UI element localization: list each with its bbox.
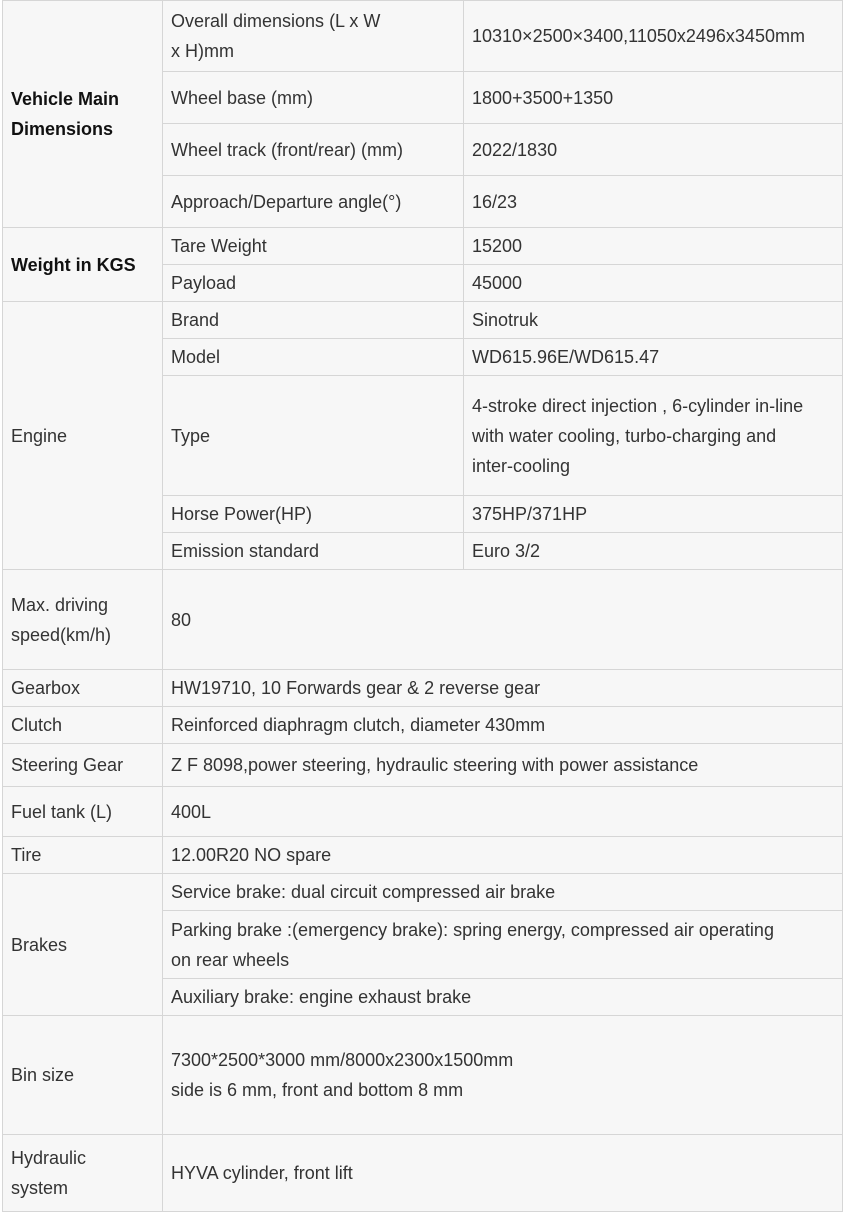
engine-model-label: Model xyxy=(163,339,464,376)
auxiliary-brake-value: Auxiliary brake: engine exhaust brake xyxy=(163,979,843,1016)
section-max-speed: Max. driving speed(km/h) xyxy=(3,570,163,670)
spec-table xyxy=(2,0,843,1212)
section-clutch: Clutch xyxy=(3,707,163,744)
bin-size-value: 7300*2500*3000 mm/8000x2300x1500mm side is 6 mm, front and bottom 8 mm xyxy=(163,1016,843,1135)
section-tire: Tire xyxy=(3,837,163,874)
engine-brand-label: Brand xyxy=(163,302,464,339)
payload-value: 45000 xyxy=(464,265,843,302)
tare-weight-value: 15200 xyxy=(464,228,843,265)
table-row xyxy=(3,837,843,874)
engine-brand-value: Sinotruk xyxy=(464,302,843,339)
table-row xyxy=(3,1135,843,1212)
table-row xyxy=(3,1016,843,1135)
section-weight: Weight in KGS xyxy=(3,228,163,302)
section-hydraulic-system: Hydraulic system xyxy=(3,1135,163,1212)
section-bin-size: Bin size xyxy=(3,1016,163,1135)
wheel-base-value: 1800+3500+1350 xyxy=(464,72,843,124)
horse-power-label: Horse Power(HP) xyxy=(163,496,464,533)
section-brakes: Brakes xyxy=(3,874,163,1016)
emission-standard-value: Euro 3/2 xyxy=(464,533,843,570)
gearbox-value: HW19710, 10 Forwards gear & 2 reverse gear xyxy=(163,670,843,707)
overall-dimensions-value: 10310×2500×3400,11050x2496x3450mm xyxy=(464,1,843,72)
table-row xyxy=(3,670,843,707)
section-engine: Engine xyxy=(3,302,163,570)
section-steering-gear: Steering Gear xyxy=(3,744,163,787)
wheel-track-value: 2022/1830 xyxy=(464,124,843,176)
engine-type-value: 4-stroke direct injection , 6-cylinder in-line with water cooling, turbo-charging and inter-cooling xyxy=(464,376,843,496)
table-row xyxy=(3,228,843,265)
tare-weight-label: Tare Weight xyxy=(163,228,464,265)
clutch-value: Reinforced diaphragm clutch, diameter 430mm xyxy=(163,707,843,744)
wheel-base-label: Wheel base (mm) xyxy=(163,72,464,124)
max-speed-value: 80 xyxy=(163,570,843,670)
engine-model-value: WD615.96E/WD615.47 xyxy=(464,339,843,376)
horse-power-value: 375HP/371HP xyxy=(464,496,843,533)
table-row xyxy=(3,570,843,670)
table-row xyxy=(3,744,843,787)
hydraulic-system-value: HYVA cylinder, front lift xyxy=(163,1135,843,1212)
parking-brake-value: Parking brake :(emergency brake): spring energy, compressed air operating on rear wheels xyxy=(163,911,843,979)
table-row xyxy=(3,787,843,837)
approach-angle-value: 16/23 xyxy=(464,176,843,228)
tire-value: 12.00R20 NO spare xyxy=(163,837,843,874)
table-row xyxy=(3,874,843,911)
steering-gear-value: Z F 8098,power steering, hydraulic steering with power assistance xyxy=(163,744,843,787)
fuel-tank-value: 400L xyxy=(163,787,843,837)
section-gearbox: Gearbox xyxy=(3,670,163,707)
section-fuel-tank: Fuel tank (L) xyxy=(3,787,163,837)
payload-label: Payload xyxy=(163,265,464,302)
wheel-track-label: Wheel track (front/rear) (mm) xyxy=(163,124,464,176)
table-row xyxy=(3,707,843,744)
emission-standard-label: Emission standard xyxy=(163,533,464,570)
service-brake-value: Service brake: dual circuit compressed air brake xyxy=(163,874,843,911)
table-row xyxy=(3,302,843,339)
engine-type-label: Type xyxy=(163,376,464,496)
table-row xyxy=(3,1,843,72)
section-vehicle-main-dimensions: Vehicle Main Dimensions xyxy=(3,1,163,228)
approach-angle-label: Approach/Departure angle(°) xyxy=(163,176,464,228)
overall-dimensions-label: Overall dimensions (L x W x H)mm xyxy=(163,1,464,72)
